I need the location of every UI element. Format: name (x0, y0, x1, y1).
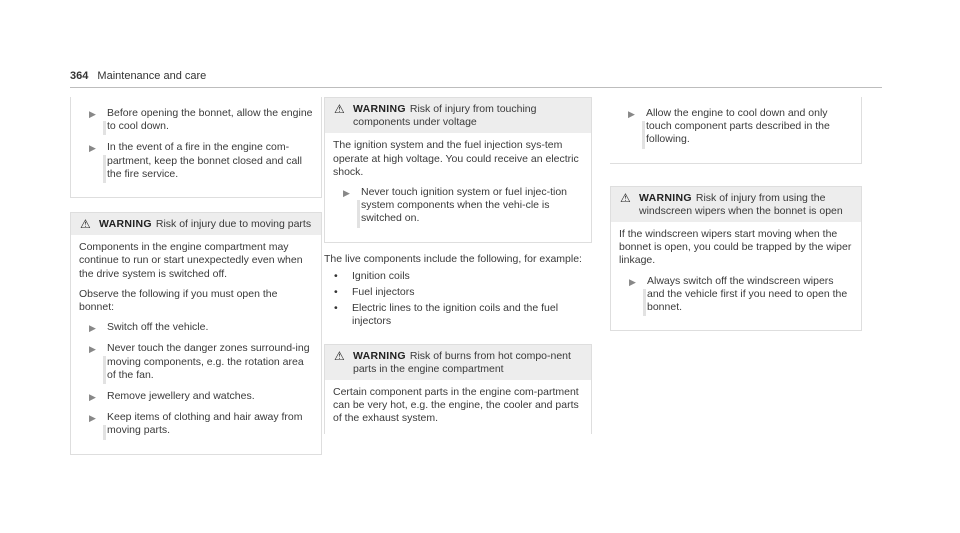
warning-title: Risk of injury from using the windscreen wipers when the bonnet is open (639, 191, 843, 217)
step-item: ▶ Allow the engine to cool down and only touch component parts described in the following. (618, 107, 853, 147)
warning-label: WARNING (639, 191, 692, 204)
warning-body (71, 235, 321, 453)
warning-body (611, 222, 861, 330)
column-2 (324, 97, 592, 434)
column-3 (610, 97, 862, 331)
warning-text: If the windscreen wipers start moving when the bonnet is open, you could be trapped by the wiper linkage. (619, 228, 852, 267)
step-item: ▶ Switch off the vehicle. (79, 321, 313, 334)
warning-header (71, 213, 321, 235)
step-item: ▶ Never touch ignition system or fuel injec-tion system components when the vehi-cle is switched on. (333, 186, 583, 226)
warning-label: WARNING (353, 103, 406, 115)
warning-title: Risk of injury due to moving parts (155, 218, 312, 231)
list-item: • Fuel injectors (324, 286, 592, 299)
arrow-right-icon: ▶ (89, 109, 96, 119)
warning-title: Risk of injury from touching components under voltage (353, 103, 537, 129)
intro-text: The live components include the following, for example: (324, 252, 582, 265)
bullet-list (324, 270, 592, 329)
warning-label: WARNING (99, 218, 152, 231)
warning-triangle-icon: ⚠ (334, 348, 345, 363)
warning-body (325, 380, 591, 434)
step-item: ▶ Keep items of clothing and hair away from moving parts. (79, 411, 313, 437)
arrow-right-icon: ▶ (89, 323, 96, 334)
warning-title: Risk of burns from hot compo-nent parts in the engine compartment (353, 349, 571, 375)
warning-box (324, 344, 592, 434)
list-item: • Ignition coils (324, 270, 592, 283)
column-1 (70, 97, 322, 455)
section-title: Maintenance and care (97, 70, 207, 82)
step-item: ▶ Before opening the bonnet, allow the engine to cool down. (79, 107, 313, 133)
arrow-right-icon: ▶ (89, 344, 96, 355)
step-item: ▶ Always switch off the windscreen wipers and the vehicle first if you need to open the bonnet. (619, 275, 853, 315)
warning-header (325, 98, 591, 133)
warning-box (610, 186, 862, 332)
warning-box (70, 212, 322, 455)
arrow-right-icon: ▶ (89, 413, 96, 424)
header-divider (70, 87, 882, 88)
page-number: 364 (70, 70, 89, 82)
warning-text: The ignition system and the fuel injection sys-tem operate at high voltage. You could receive an electric shock. (333, 139, 579, 178)
page-header (70, 70, 206, 82)
step-item: ▶ Never touch the danger zones surround-ing moving components, e.g. the rotation area of the fan. (79, 342, 313, 382)
warning-text: Certain component parts in the engine com-partment can be very hot, e.g. the engine, the cooler and parts of the exhaust system. (333, 386, 579, 425)
warning-header (325, 345, 591, 380)
arrow-right-icon: ▶ (628, 109, 635, 119)
warning-header (611, 187, 861, 222)
warning-label: WARNING (353, 349, 406, 362)
step-item: ▶ In the event of a fire in the engine com-partment, keep the bonnet closed and call the fire service. (79, 141, 313, 181)
steps-box (610, 97, 862, 164)
arrow-right-icon: ▶ (343, 188, 350, 199)
arrow-right-icon: ▶ (629, 276, 636, 287)
warning-triangle-icon: ⚠ (334, 102, 345, 116)
warning-text: Components in the engine compartment may continue to run or start unexpectedly even when the drive system is switched off. (79, 241, 303, 280)
warning-box (324, 97, 592, 243)
steps-box (70, 97, 322, 198)
arrow-right-icon: ▶ (89, 143, 96, 154)
warning-text: Observe the following if you must open the bonnet: (79, 287, 278, 314)
warning-body (325, 133, 591, 241)
warning-triangle-icon: ⚠ (620, 190, 631, 205)
list-item: • Electric lines to the ignition coils and the fuel injectors (324, 302, 592, 328)
arrow-right-icon: ▶ (89, 392, 96, 403)
step-item: ▶ Remove jewellery and watches. (79, 390, 313, 403)
warning-triangle-icon: ⚠ (80, 217, 91, 232)
